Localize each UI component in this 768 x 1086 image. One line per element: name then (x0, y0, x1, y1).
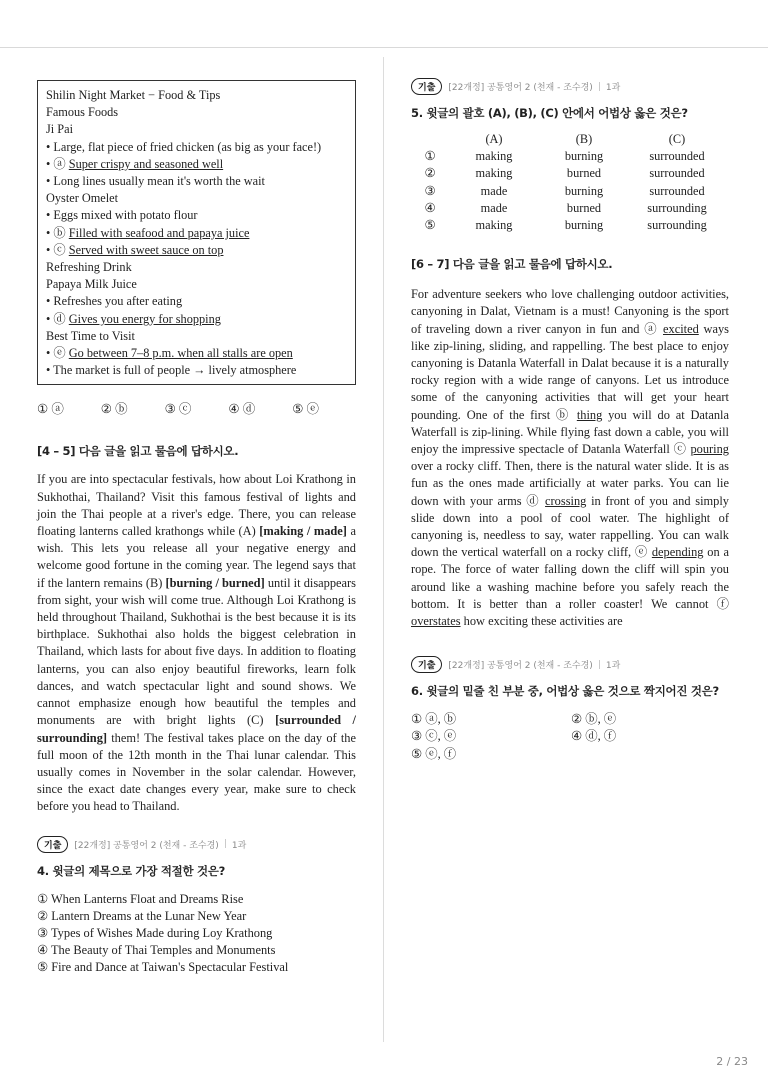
table-header: (C) (668, 132, 686, 147)
answer-option[interactable]: ⑤ ⓔ, ⓕ (411, 746, 457, 761)
table-cell: surrounding (647, 218, 707, 233)
table-cell: burning (564, 183, 604, 198)
section-heading-4-5: [4 – 5] 다음 글을 읽고 물음에 답하시오. (37, 444, 239, 459)
source-tag: 기출 [22개정] 공통영어 2 (천재 - 조수경) | 1과 (411, 78, 729, 95)
table-cell: ② (424, 166, 436, 181)
answer-option[interactable]: ② Lantern Dreams at the Lunar New Year (37, 908, 247, 923)
box-line: Famous Foods (46, 105, 119, 120)
passage-loi-krathong: If you are into spectacular festivals, how about Loi Krathong in Sukhothai, Thailand? Visit this famous festival of lights and join the Thai people at a river's edge. There, you can release floating lanterns called krathongs while (A) [making / made] a wish. This lets you release all your negative energy and welcome good fortune in the coming year. The legend says that if the lantern remains (B) [burning / burned] until it disappears from sight, your wish will come true. Although Loi Krathong is held throughout Thailand, Sukhothai is the best because it is its birthplace. Sukhothai also holds the biggest celebration in Thailand, which lasts for about five days. In addition to floating lanterns, you can also enjoy beautiful fireworks, learn folk dances, and watch spectacular light and sound shows. We cannot emphasize enough how beautiful the temples and monuments are with bright lights (C) [surrounded / surrounding] them! The festival takes place on the day of the full moon of the 12th month in the Thai lunar calendar. This usually comes in November in the solar calendar. However, since the exact date changes every year, make sure to check before you head to Thailand. (37, 472, 357, 814)
table-cell: surrounded (649, 183, 705, 198)
table-cell: making (475, 166, 513, 181)
answer-option[interactable]: ⑤ Fire and Dance at Taiwan's Spectacular Festival (37, 960, 289, 975)
answer-option[interactable]: ① When Lanterns Float and Dreams Rise (37, 891, 244, 906)
answer-option[interactable]: ③ ⓒ, ⓔ (411, 729, 457, 744)
box-line: Papaya Milk Juice (46, 277, 137, 292)
q6-options (411, 711, 729, 763)
answer-choice[interactable]: ④ ⓓ (228, 402, 256, 417)
table-header (411, 131, 449, 148)
answer-option[interactable]: ② ⓑ, ⓔ (571, 712, 617, 727)
underline-a: excited (663, 321, 699, 336)
table-cell: ④ (424, 200, 436, 215)
passage-canyoning: For adventure seekers who love challenging outdoor activities, canyoning in Dalat, Vietnam is a must! Canyoning is the sport of traveling down a river canyon in fun and ⓐ excited ways like zip-lining, sliding, and rappelling. The best place to enjoy canyoning is Datanla Waterfall in Dalat because it is a naturally rocky region with a wide range of canyons. Let us introduce some of the canyoning activities that will get your heart pounding. One of the first ⓑ thing you will do at Datanla Waterfall is zip-lining. While flying fast down a cable, you will enjoy the impressive spectacle of Datanla Waterfall ⓒ pouring over a rocky cliff. Then, there is the natural water slide. It is as fun as the ones made artificially at water parks. You can lie down with your arms ⓓ crossing in front of you and simply slide down into a pool of cool water. The highlight of canyoning is, needless to say, water rappelling. You can walk down the vertical waterfall on a rocky cliff, ⓔ depending on a rope. The force of water falling down the cliff will spin you around like a washing machine before you safely reach the bottom. It is better than a roller coaster! We cannot ⓕ overstates how exciting these activities are (411, 287, 729, 628)
box-line: • ⓒ Served with sweet sauce on top (46, 242, 224, 257)
table-cell: surrounding (647, 200, 707, 215)
table-row[interactable] (411, 217, 725, 234)
table-cell: ③ (424, 183, 436, 198)
section-heading-6-7: [6 – 7] 다음 글을 읽고 물음에 답하시오. (411, 257, 613, 272)
table-cell: surrounded (649, 149, 705, 164)
box-line: Refreshing Drink (46, 260, 132, 275)
box-line: • ⓑ Filled with seafood and papaya juice (46, 225, 250, 240)
table-cell: burned (566, 166, 602, 181)
box-line: • Large, flat piece of fried chicken (as big as your face!) (46, 139, 322, 154)
underline-d: crossing (545, 493, 587, 508)
q5-title: 5. 윗글의 괄호 (A), (B), (C) 안에서 어법상 옳은 것은? (411, 106, 688, 120)
box-line: • Refreshes you after eating (46, 294, 183, 309)
table-cell: burning (564, 149, 604, 164)
bracket-b: [burning / burned] (165, 575, 265, 590)
table-row[interactable] (411, 183, 725, 200)
answer-option[interactable]: ④ The Beauty of Thai Temples and Monuments (37, 943, 276, 958)
answer-choice[interactable]: ① ⓐ (37, 402, 64, 417)
table-row[interactable] (411, 165, 725, 182)
box-line: • ⓐ Super crispy and seasoned well (46, 156, 224, 171)
table-row[interactable] (411, 148, 725, 165)
box-line: Ji Pai (46, 122, 73, 137)
box-line: • ⓔ Go between 7–8 p.m. when all stalls are open (46, 346, 293, 361)
underline-f: overstates (411, 613, 461, 628)
box-line: • The market is full of people → lively atmosphere (46, 363, 297, 378)
q3-choices (37, 399, 356, 417)
column-divider (383, 57, 384, 1042)
q6-title: 6. 윗글의 밑줄 친 부분 중, 어법상 옳은 것으로 짝지어진 것은? (411, 684, 719, 699)
page-number: 2 / 23 (716, 1055, 748, 1068)
table-row[interactable] (411, 200, 725, 217)
q4-title: 4. 윗글의 제목으로 가장 적절한 것은? (37, 863, 225, 878)
right-column (411, 78, 729, 763)
info-box (37, 80, 356, 385)
q5-answer-table (411, 131, 725, 234)
answer-option[interactable]: ③ Types of Wishes Made during Loy Krathong (37, 925, 273, 940)
exam-badge: 기출 (37, 836, 68, 853)
exam-badge: 기출 (411, 78, 442, 95)
table-cell: ① (424, 149, 436, 164)
source-tag: 기출 [22개정] 공통영어 2 (천재 - 조수경) | 1과 (411, 656, 729, 673)
table-cell: ⑤ (424, 218, 436, 233)
table-cell: burned (566, 200, 602, 215)
box-line: Oyster Omelet (46, 191, 119, 206)
table-cell: surrounded (649, 166, 705, 181)
source-tag: 기출 [22개정] 공통영어 2 (천재 - 조수경) | 1과 (37, 836, 356, 853)
box-line: Shilin Night Market − Food & Tips (46, 88, 221, 102)
table-cell: making (475, 218, 513, 233)
underline-b: thing (576, 407, 603, 422)
table-cell: made (480, 183, 508, 198)
answer-choice[interactable]: ⑤ ⓔ (292, 402, 320, 417)
underline-e: depending (651, 545, 704, 560)
q4-options (37, 891, 356, 977)
box-line: Best Time to Visit (46, 328, 135, 343)
box-line: • ⓓ Gives you energy for shopping (46, 311, 221, 326)
answer-choice[interactable]: ② ⓑ (100, 402, 128, 417)
bracket-a: [making / made] (259, 524, 347, 539)
exam-badge: 기출 (411, 656, 442, 673)
header-rule (0, 47, 768, 48)
box-line: • Eggs mixed with potato flour (46, 208, 198, 223)
table-header: (B) (575, 132, 593, 147)
underline-c: pouring (690, 441, 729, 456)
table-cell: burning (564, 218, 604, 233)
table-cell: made (480, 200, 508, 215)
answer-option[interactable]: ① ⓐ, ⓑ (411, 712, 457, 727)
box-line: • Long lines usually mean it's worth the wait (46, 174, 265, 189)
bracket-c: [surrounded / surrounding] (37, 713, 357, 745)
table-header: (A) (485, 132, 503, 147)
table-cell: making (475, 149, 513, 164)
left-column (37, 80, 356, 977)
answer-choice[interactable]: ③ ⓒ (164, 402, 192, 417)
answer-option[interactable]: ④ ⓓ, ⓕ (571, 729, 617, 744)
